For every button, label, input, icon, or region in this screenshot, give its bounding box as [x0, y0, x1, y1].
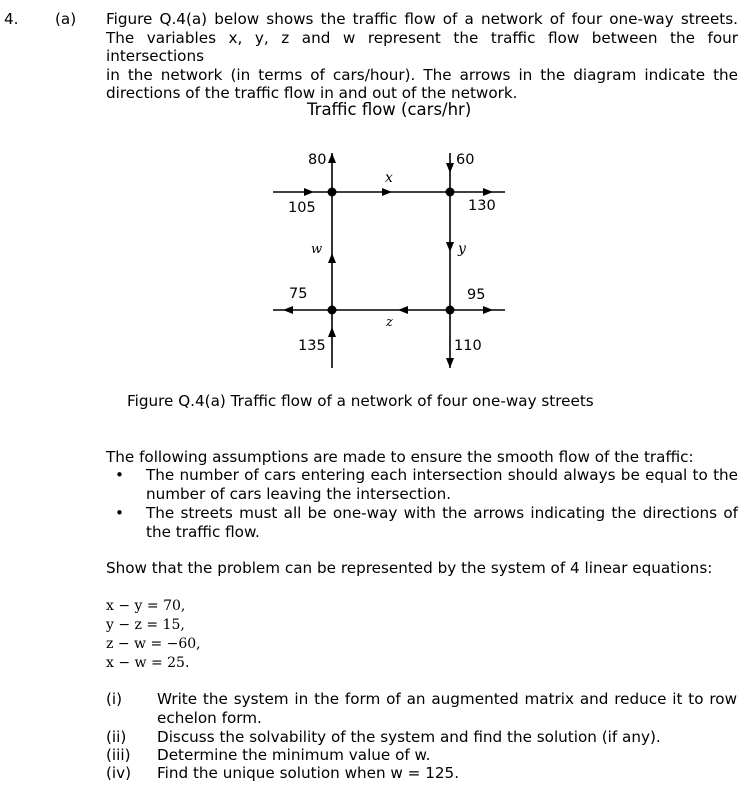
show-that-text: Show that the problem can be represented by the system of 4 linear equations: [106, 559, 713, 577]
intersection-bottom-right [446, 306, 455, 315]
subq-3-number: (iii) [106, 746, 131, 764]
figure-title: Traffic flow (cars/hr) [307, 100, 472, 119]
arrow-y-down [446, 242, 454, 252]
bullet-2 [146, 504, 738, 541]
figure-caption: Figure Q.4(a) Traffic flow of a network of four one-way streets [127, 392, 594, 410]
bullet-1 [146, 466, 738, 503]
subq-4-text: Find the unique solution when w = 125. [157, 764, 460, 782]
intro-line-1: Figure Q.4(a) below shows the traffic flow of a network of four one-way streets. [106, 10, 738, 28]
arrow-130-right [483, 188, 493, 196]
intro-line-4: directions of the traffic flow in and out of the network. [106, 84, 518, 102]
arrow-60-down [446, 163, 454, 173]
bullet-2-line-2: the traffic flow. [146, 522, 260, 541]
label-60: 60 [456, 152, 475, 168]
subq-2-text: Discuss the solvability of the system and find the solution (if any). [157, 728, 661, 746]
arrow-135-up [328, 327, 336, 337]
arrow-80-up [328, 153, 336, 163]
label-110: 110 [454, 338, 482, 354]
bullet-1-line-2: number of cars leaving the intersection. [146, 484, 452, 503]
label-z: z [386, 315, 393, 330]
question-number: 4. [4, 10, 19, 28]
arrow-110-down [446, 358, 454, 368]
label-130: 130 [468, 198, 496, 214]
arrow-95-right [483, 306, 493, 314]
subq-1-number: (i) [106, 690, 123, 708]
equation-2: y − z = 15, [106, 617, 185, 633]
bullet-1-line-1: The number of cars entering each intersection should always be equal to the [146, 466, 738, 484]
intersection-top-right [446, 188, 455, 197]
bullet-dot-2: • [115, 504, 124, 522]
arrow-105-right [304, 188, 314, 196]
intro-line-3: in the network (in terms of cars/hour). The arrows in the diagram indicate the [106, 65, 738, 84]
subq-2-number: (ii) [106, 728, 127, 746]
subq-3-text: Determine the minimum value of w. [157, 746, 431, 764]
intro-line-2: The variables x, y, z and w represent the traffic flow between the four intersections [106, 28, 738, 65]
label-135: 135 [298, 338, 326, 354]
bullet-dot-1: • [115, 466, 124, 484]
bullet-2-line-1: The streets must all be one-way with the arrows indicating the directions of [146, 504, 738, 522]
equation-3: z − w = −60, [106, 636, 201, 652]
label-y: y [458, 241, 466, 257]
subq-4-number: (iv) [106, 764, 132, 782]
assumptions-intro: The following assumptions are made to ensure the smooth flow of the traffic: [106, 448, 694, 466]
label-75: 75 [289, 286, 308, 302]
equation-1: x − y = 70, [106, 598, 186, 614]
subq-1-line-1: Write the system in the form of an augmented matrix and reduce it to row [157, 690, 737, 708]
arrow-x-right [382, 188, 392, 196]
label-80: 80 [308, 152, 327, 168]
arrow-z-left [398, 306, 408, 314]
arrow-w-up [328, 253, 336, 263]
question-part: (a) [55, 10, 77, 28]
label-105: 105 [288, 200, 316, 216]
label-x: x [385, 170, 393, 186]
subq-1-text [157, 690, 737, 727]
equation-4: x − w = 25. [106, 655, 190, 671]
intersection-top-left [328, 188, 337, 197]
label-95: 95 [467, 287, 486, 303]
subq-1-line-2: echelon form. [157, 708, 262, 727]
intersection-bottom-left [328, 306, 337, 315]
label-w: w [311, 242, 323, 257]
arrow-75-left [283, 306, 293, 314]
